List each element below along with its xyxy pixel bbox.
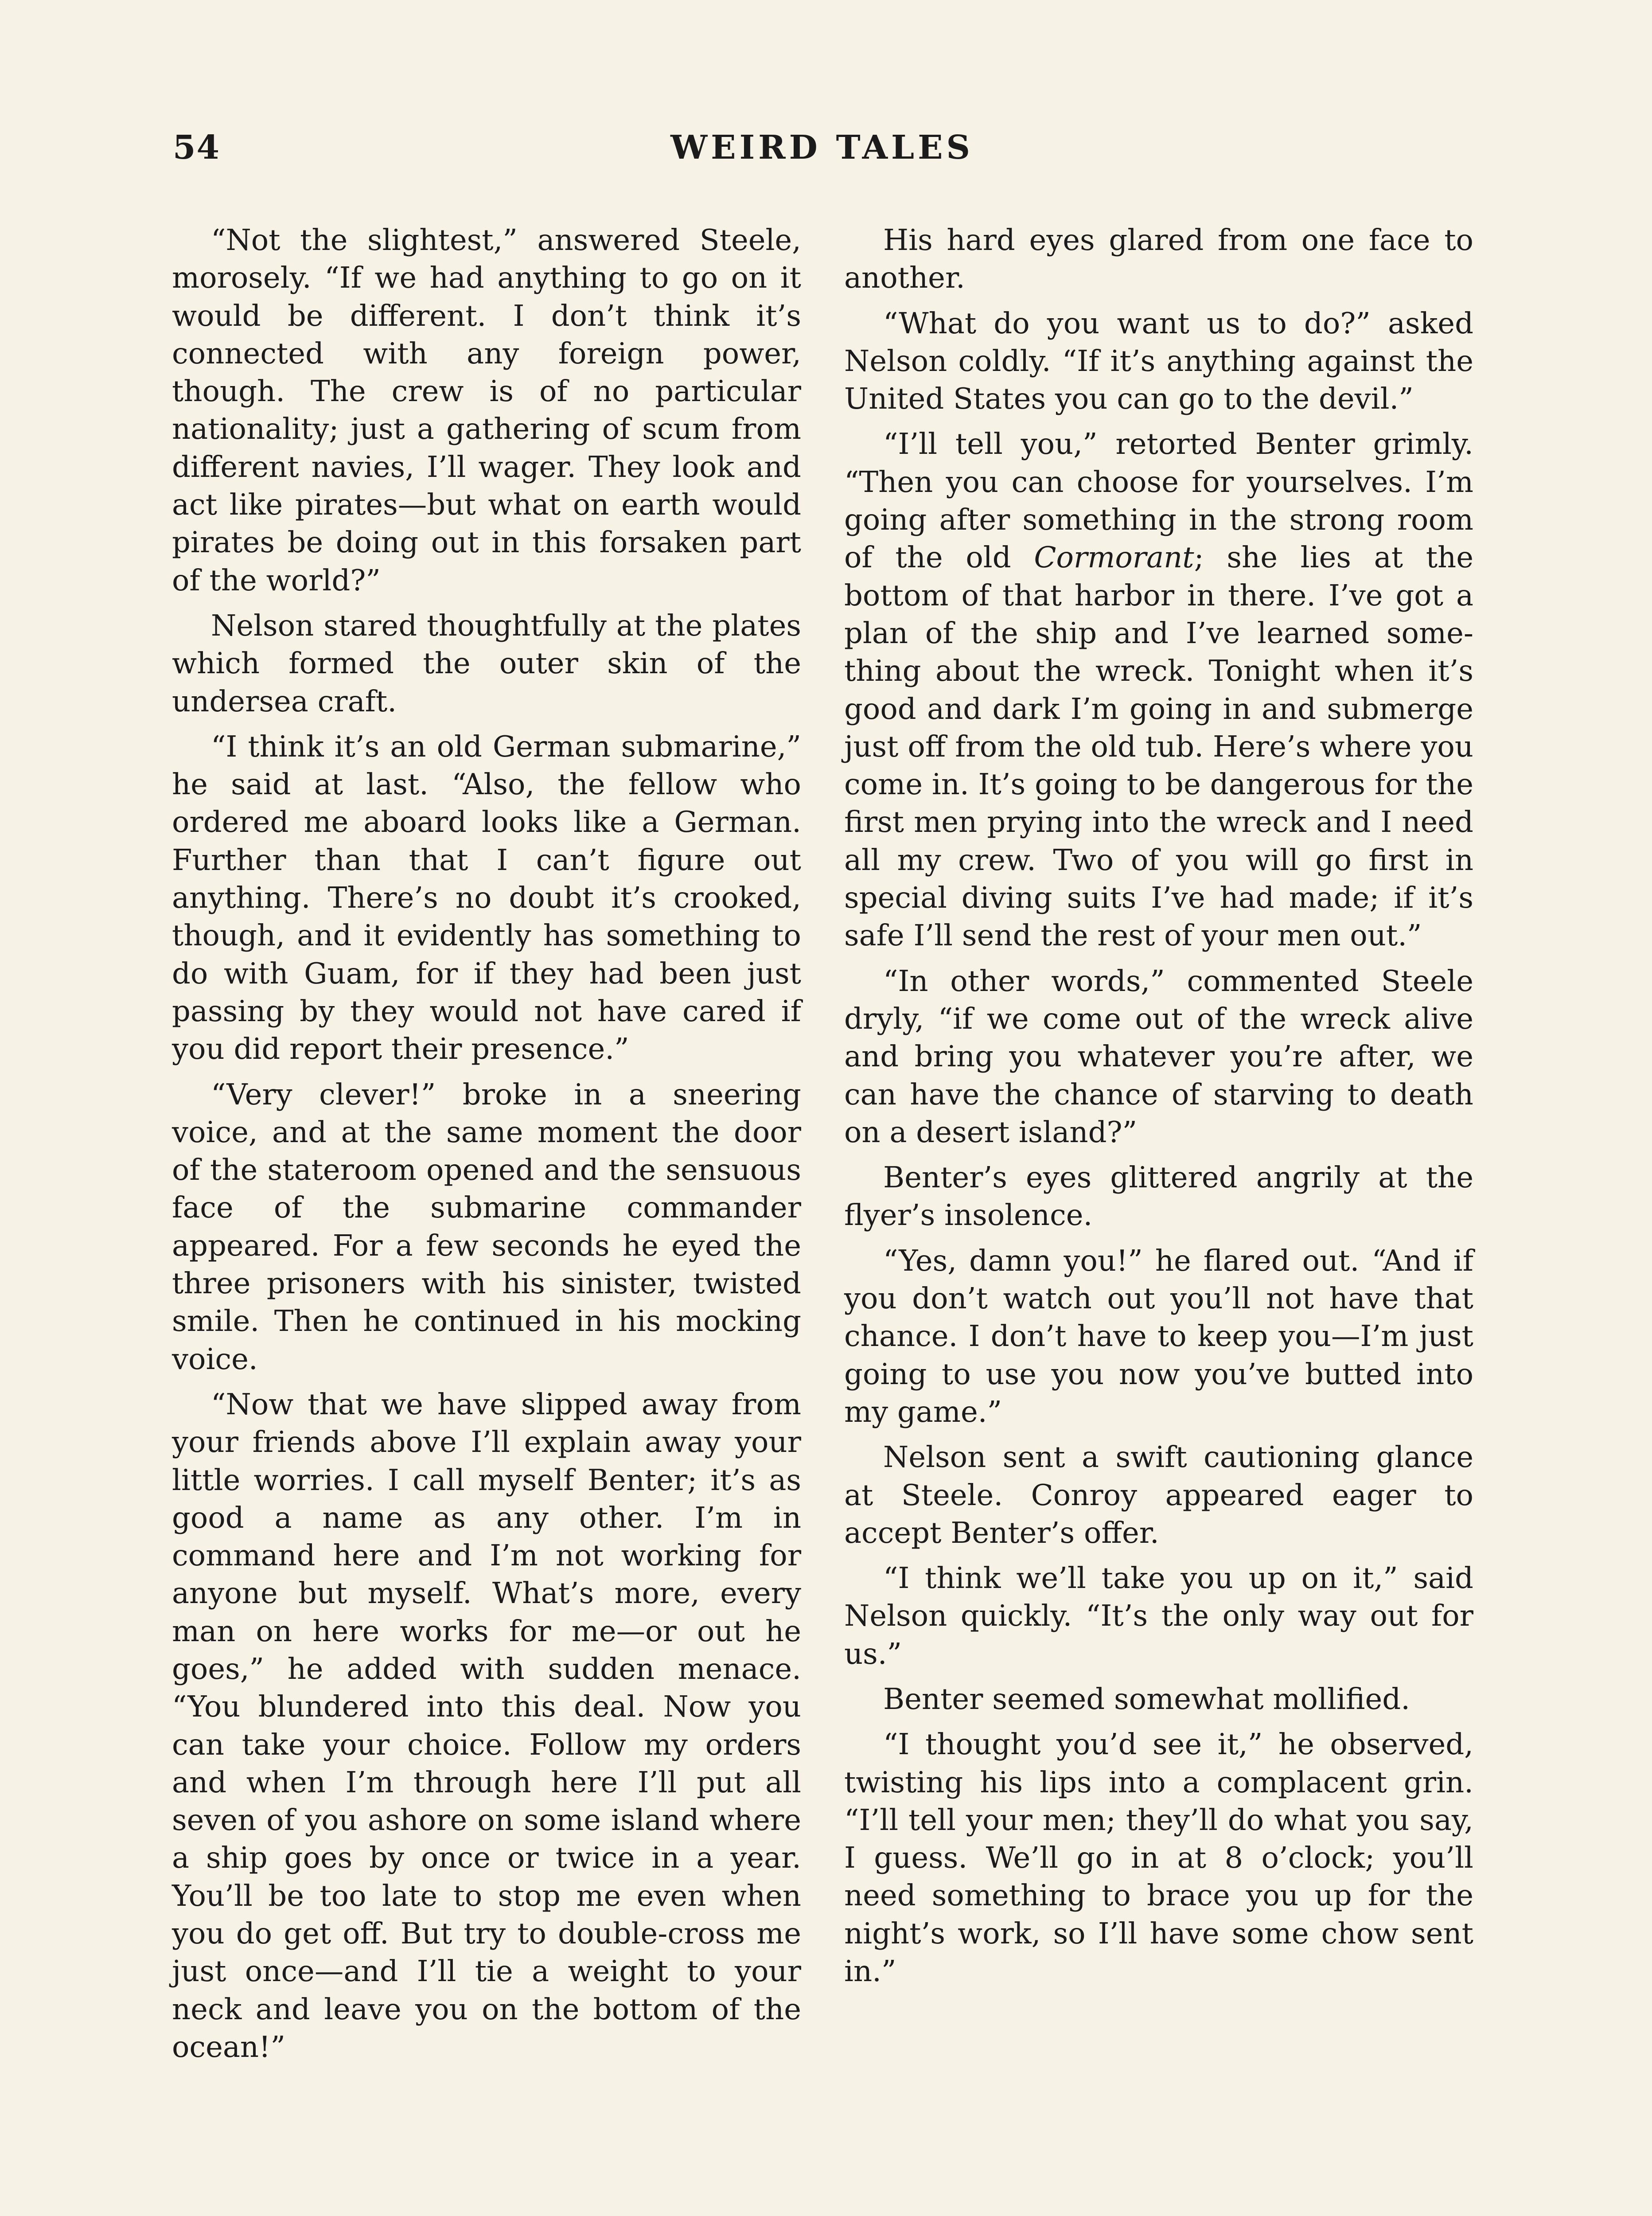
page-number: 54 <box>173 129 220 167</box>
paragraph: “In other words,” commented Steele dryly, “if we come out of the wreck alive and bring you whatever you’re after, we can have the chance of starving to death on a desert island?” <box>844 964 1473 1149</box>
paragraph: Benter seemed somewhat mollified. <box>883 1682 1410 1716</box>
right-text-column <box>844 222 1473 1998</box>
paragraph: “I’ll tell you,” retorted Benter grimly. “Then you can choose for yourselves. I’m going after something in the strong room of the old Cormorant; she lies at the bottom of that harbor in there. I’ve got a plan of the ship and I’ve learned something about the wreck. Tonight when it’s good and dark I’m going in and submerge just off from the old tub. Here’s where you come in. It’s going to be dangerous for the first men prying into the wreck and I need all my crew. Two of you will go first in special diving suits I’ve had made; if it’s safe I’ll send the rest of your men out.” <box>844 427 1473 953</box>
paragraph: “Very clever!” broke in a sneering voice, and at the same moment the door of the stateroom opened and the sensuous face of the submarine commander appeared. For a few seconds he eyed the three prisoners with his sinister, twisted smile. Then he continued in his mocking voice. <box>172 1077 801 1376</box>
ship-name: Cormorant <box>1034 541 1194 575</box>
paragraph: “I think we’ll take you up on it,” said Nelson quickly. “It’s the only way out for us.” <box>844 1561 1473 1671</box>
left-text-column <box>172 222 801 2074</box>
paragraph: “I thought you’d see it,” he observed, twisting his lips into a complacent grin. “I’ll tell your men; they’ll do what you say, I guess. We’ll go in at 8 o’clock; you’ll need something to brace you up for the night’s work, so I’ll have some chow sent in.” <box>844 1728 1473 1989</box>
paragraph: “What do you want us to do?” asked Nelson coldly. “If it’s anything against the United States you can go to the devil.” <box>844 306 1473 416</box>
paragraph: “Now that we have slipped away from your friends above I’ll explain away your little worries. I call myself Benter; it’s as good a name as any other. I’m in command here and I’m not working for anyone but myself. What’s more, every man on here works for me—or out he goes,” he added with sudden menace. “You blundered into this deal. Now you can take your choice. Follow my orders and when I’m through here I’ll put all seven of you ashore on some island where a ship goes by once or twice in a year. You’ll be too late to stop me even when you do get off. But try to double-cross me just once—and I’ll tie a weight to your neck and leave you on the bottom of the ocean!” <box>172 1387 801 2064</box>
paragraph: Nelson sent a swift cautioning glance at Steele. Conroy appeared eager to accept Benter’s offer. <box>844 1440 1473 1550</box>
paragraph: “I think it’s an old German submarine,” he said at last. “Also, the fellow who ordered me aboard looks like a German. Further than that I can’t figure out anything. There’s no doubt it’s crooked, though, and it evidently has something to do with Guam, for if they had been just passing by they would not have cared if you did report their presence.” <box>172 730 801 1066</box>
paragraph: His hard eyes glared from one face to another. <box>844 223 1473 295</box>
paragraph: “Yes, damn you!” he flared out. “And if you don’t watch out you’ll not have that chance. I don’t have to keep you—I’m just going to use you now you’ve butted into my game.” <box>844 1244 1473 1429</box>
page-header <box>173 129 1471 177</box>
paragraph: Nelson stared thoughtfully at the plates which formed the outer skin of the undersea craft. <box>172 609 801 718</box>
running-title: WEIRD TALES <box>670 129 974 167</box>
paragraph: Benter’s eyes glittered angrily at the flyer’s insolence. <box>844 1161 1473 1233</box>
paragraph: “Not the slightest,” answered Steele, morosely. “If we had anything to go on it would be different. I don’t think it’s connected with any foreign power, though. The crew is of no particular nationality; just a gathering of scum from different navies, I’ll wager. They look and act like pirates—but what on earth would pirates be doing out in this forsaken part of the world?” <box>172 223 801 597</box>
